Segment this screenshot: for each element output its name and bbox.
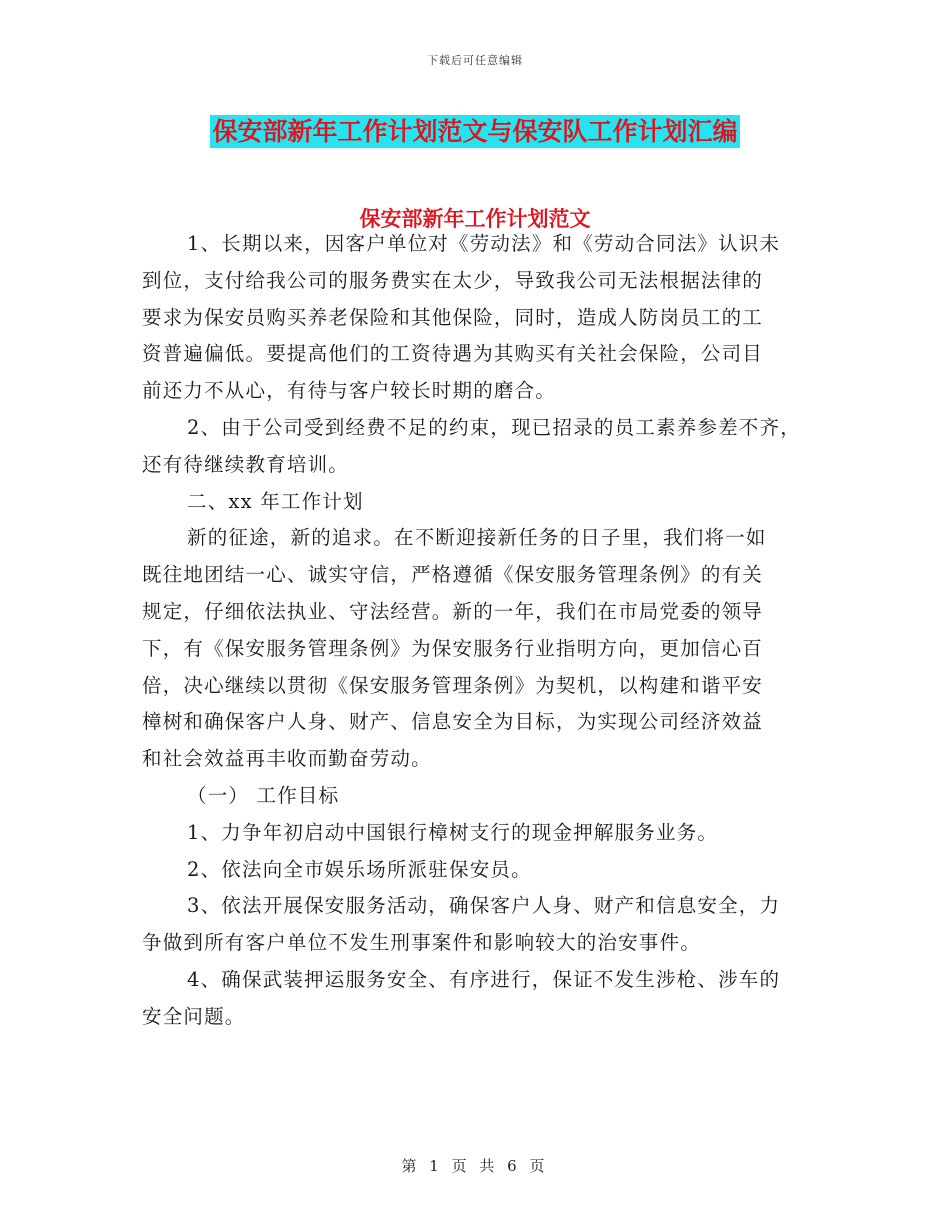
body-line: 安全问题。 <box>142 1004 246 1028</box>
body-line: 还有待继续教育培训。 <box>142 452 350 476</box>
body-line: 倍，决心继续以贯彻《保安服务管理条例》为契机，以构建和谐平安 <box>142 673 764 697</box>
section-title: 保安部新年工作计划范文 <box>359 207 591 231</box>
body-text <box>142 226 814 1036</box>
body-line: 1、力争年初启动中国银行樟树支行的现金押解服务业务。 <box>187 820 719 844</box>
page-footer: 第 1 页 共 6 页 <box>401 1157 549 1175</box>
body-line: 2、依法向全市娱乐场所派驻保安员。 <box>187 857 532 881</box>
body-line: 樟树和确保客户人身、财产、信息安全为目标，为实现公司经济效益 <box>142 710 764 734</box>
body-line: （一） 工作目标 <box>187 783 340 807</box>
document-title-text: 保安部新年工作计划范文与保安队工作计划汇编 <box>212 117 738 146</box>
header-note: 下载后可任意编辑 <box>427 54 523 67</box>
body-line: 和社会效益再丰收而勤奋劳动。 <box>142 747 432 771</box>
body-line: 下，有《保安服务管理条例》为保安服务行业指明方向，更加信心百 <box>142 636 764 660</box>
body-line: 新的征途，新的追求。在不断迎接新任务的日子里，我们将一如 <box>187 526 767 550</box>
body-line: 4、确保武装押运服务安全、有序进行，保证不发生涉枪、涉车的 <box>187 967 781 991</box>
body-line: 要求为保安员购买养老保险和其他保险，同时，造成人防岗员工的工 <box>142 305 764 329</box>
body-line: 争做到所有客户单位不发生刑事案件和影响较大的治安事件。 <box>142 931 701 955</box>
body-line: 到位，支付给我公司的服务费实在太少，导致我公司无法根据法律的 <box>142 268 764 292</box>
body-line: 前还力不从心，有待与客户较长时期的磨合。 <box>142 379 557 403</box>
body-line: 2、由于公司受到经费不足的约束，现已招录的员工素养参差不齐， <box>187 415 801 439</box>
body-line: 3、依法开展保安服务活动，确保客户人身、财产和信息安全，力 <box>187 894 781 918</box>
document-title <box>0 112 950 148</box>
body-line: 二、xx 年工作计划 <box>187 489 364 513</box>
body-line: 既往地团结一心、诚实守信，严格遵循《保安服务管理条例》的有关 <box>142 563 764 587</box>
body-line: 规定，仔细依法执业、守法经营。新的一年，我们在市局党委的领导 <box>142 599 764 623</box>
body-line: 1、长期以来，因客户单位对《劳动法》和《劳动合同法》认识未 <box>187 232 781 255</box>
body-line: 资普遍偏低。要提高他们的工资待遇为其购买有关社会保险，公司目 <box>142 342 764 366</box>
